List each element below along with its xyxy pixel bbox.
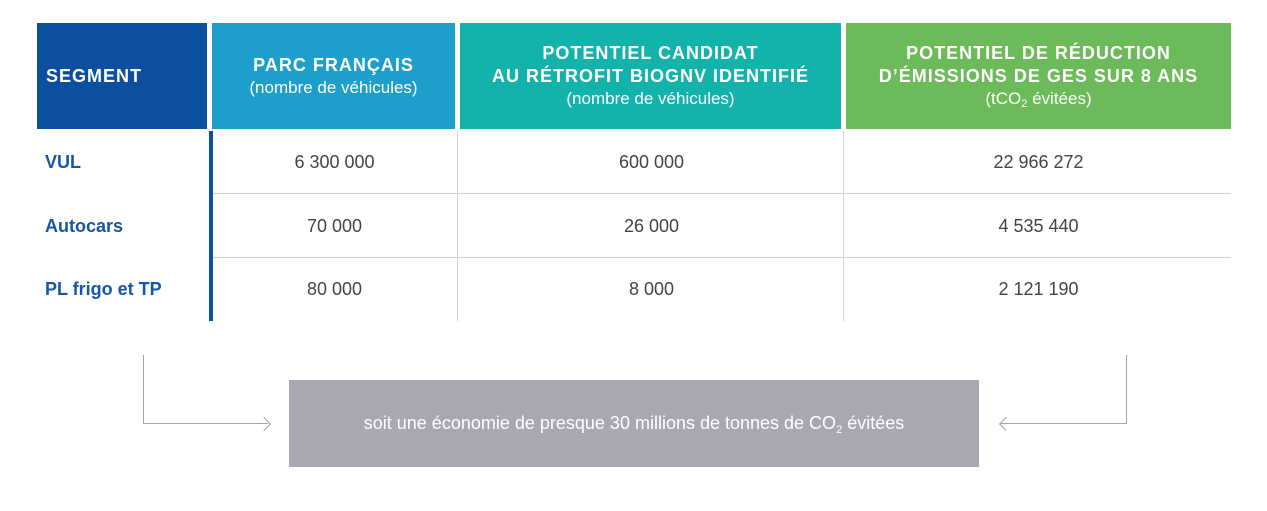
segment-cell: VUL bbox=[45, 151, 81, 172]
reduction-cell: 2 121 190 bbox=[998, 278, 1079, 299]
header-reduction-sub: (tCO$_2$ évitées) bbox=[985, 89, 1092, 110]
parc-cell: 80 000 bbox=[306, 278, 363, 299]
table-row bbox=[37, 131, 1231, 193]
header-potentiel-title-1: POTENTIEL CANDIDAT bbox=[542, 43, 759, 63]
header-potentiel-sub: (nombre de véhicules) bbox=[566, 89, 735, 108]
parc-cell: 6 300 000 bbox=[294, 151, 375, 172]
reduction-cell: 4 535 440 bbox=[998, 215, 1079, 236]
header-potentiel bbox=[460, 23, 841, 129]
header-parc-title: PARC FRANÇAIS bbox=[253, 54, 414, 75]
header-reduction-title-2: D’ÉMISSIONS DE GES SUR 8 ANS bbox=[878, 66, 1199, 86]
potentiel-cell: 600 000 bbox=[618, 151, 685, 172]
header-reduction-title-1: POTENTIEL DE RÉDUCTION bbox=[906, 43, 1171, 63]
header-parc-sub: (nombre de véhicules) bbox=[249, 77, 418, 97]
row-divider bbox=[213, 193, 1231, 194]
header-reduction bbox=[846, 23, 1231, 129]
header-segment-label: SEGMENT bbox=[46, 65, 143, 86]
header-parc bbox=[212, 23, 455, 129]
reduction-cell: 22 966 272 bbox=[993, 151, 1084, 172]
segment-cell: PL frigo et TP bbox=[45, 278, 162, 299]
potentiel-cell: 8 000 bbox=[628, 278, 675, 299]
header-segment bbox=[37, 23, 207, 129]
potentiel-cell: 26 000 bbox=[623, 215, 680, 236]
table-row bbox=[37, 258, 1231, 320]
parc-cell: 70 000 bbox=[306, 215, 363, 236]
summary-text: soit une économie de presque 30 millions de tonnes de $CO_2$ évitées bbox=[363, 413, 905, 436]
header-potentiel-title-2: AU RÉTROFIT BIOGNV IDENTIFIÉ bbox=[491, 66, 809, 86]
summary-box bbox=[289, 380, 979, 467]
table-row bbox=[37, 195, 1231, 257]
segment-cell: Autocars bbox=[45, 215, 124, 236]
